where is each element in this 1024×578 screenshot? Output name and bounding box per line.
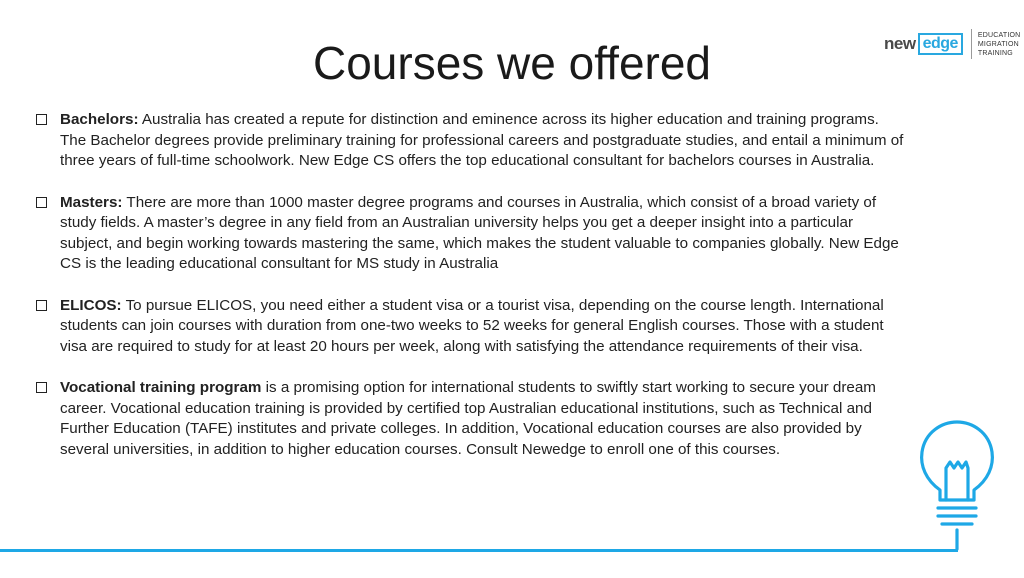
list-item	[36, 296, 906, 358]
logo-divider	[971, 29, 972, 59]
list-item	[36, 378, 906, 460]
logo-tagline-line: TRAINING	[977, 49, 1013, 57]
course-term: Masters:	[60, 193, 123, 211]
course-description: Australia has created a repute for distinction and eminence across its higher education and training programs. The Bachelor degrees provide preliminary training for professional careers and postgraduate studies, and entail a minimum of three years of full-time schoolwork. New Edge CS offers the top educational consultant for bachelors courses in Australia.	[60, 111, 904, 169]
checkbox-bullet-icon	[36, 114, 47, 125]
checkbox-bullet-icon	[36, 197, 47, 208]
logo-tagline-line: EDUCATION	[977, 31, 1021, 39]
course-description: is a promising option for international students to swiftly start working to secure your dream career. Vocational education training is provided by certified top Australian educational institutions, such as Technical and Further Education (TAFE) institutes and private colleges. In addition, Vocational education courses are also provided by several universities, in addition to higher education courses. Consult Newedge to enroll one of this courses.	[60, 379, 876, 458]
logo-tagline	[978, 31, 1021, 58]
course-term: Vocational training program	[60, 379, 262, 396]
list-item	[36, 193, 906, 275]
course-term: Bachelors:	[60, 111, 139, 128]
checkbox-bullet-icon	[36, 300, 47, 311]
course-term: ELICOS:	[60, 296, 122, 314]
course-description: There are more than 1000 master degree programs and courses in Australia, which consist of a broad variety of study fields. A master’s degree in any field from an Australian university helps you get a deeper insight into a particular subject, and begin working towards mastering the same, which makes the student valuable to companies globally. New Edge CS is the leading educational consultant for MS study in Australia	[60, 193, 899, 272]
logo-tagline-line: MIGRATION	[977, 40, 1019, 48]
checkbox-bullet-icon	[36, 382, 47, 393]
slide-title: Courses we offered	[312, 37, 712, 89]
list-item-text	[60, 296, 906, 358]
logo-word: new	[884, 34, 916, 53]
course-list	[36, 110, 906, 481]
list-item-text	[60, 378, 906, 460]
logo-word-box: edge	[918, 33, 963, 55]
newedge-logo	[884, 26, 1020, 62]
list-item	[36, 110, 906, 172]
list-item-text	[60, 193, 906, 275]
list-item-text	[60, 110, 906, 172]
bottom-accent-line	[0, 549, 958, 552]
lightbulb-icon	[912, 418, 1002, 578]
course-description: To pursue ELICOS, you need either a student visa or a tourist visa, depending on the course length. International students can join courses with duration from one-two weeks to 52 weeks for general English courses. Those with a student visa are required to study for at least 20 hours per week, along with satisfying the attendance requirements of their visa.	[60, 296, 884, 355]
